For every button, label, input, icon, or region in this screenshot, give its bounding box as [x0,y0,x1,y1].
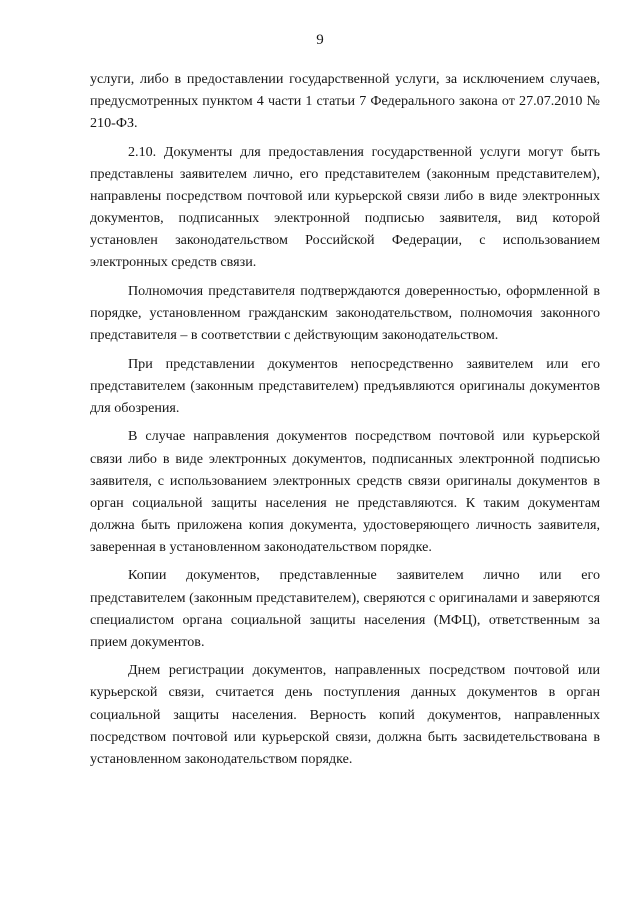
paragraph: При представлении документов непосредственно заявителем или его представителем (законным представителем) предъявляются оригиналы документов для обозрения. [90,355,600,416]
paragraph: 2.10. Документы для предоставления государственной услуги могут быть представлены заявителем лично, его представителем (законным представителем), направлены посредством почтовой или курьерской связи либо в виде электронных документов, подписанных электронной подписью заявителя, вид которой установлен законодательством Российской Федерации, с использованием электронных средств связи. [90,143,600,271]
paragraph: услуги, либо в предоставлении государственной услуги, за исключением случаев, предусмотренных пунктом 4 части 1 статьи 7 Федерального закона от 27.07.2010 № 210-ФЗ. [90,71,600,132]
body-text [90,68,600,770]
paragraph: Полномочия представителя подтверждаются доверенностью, оформленной в порядке, установленном гражданским законодательством, полномочия законного представителя – в соответствии с действующим законодательством. [90,282,600,344]
paragraph: В случае направления документов посредством почтовой или курьерской связи либо в виде электронных документов, подписанных электронной подписью заявителя, с использованием электронных средств связи оригиналы документов в орган социальной защиты населения не представляются. К таким документам должна быть приложена копия документа, удостоверяющего личность заявителя, заверенная в установленном законодательством порядке. [90,428,600,555]
page-number: 9 [316,32,324,48]
paragraph: Копии документов, представленные заявителем лично или его представителем (законным представителем), сверяются с оригиналами и заверяются специалистом органа социальной защиты населения (МФЦ), ответственным за прием документов. [90,567,600,650]
paragraph: Днем регистрации документов, направленных посредством почтовой или курьерской связи, считается день поступления данных документов в орган социальной защиты населения. Верность копий документов, направленных посредством почтовой или курьерской связи, должна быть засвидетельствована в установленном законодательством порядке. [90,662,600,767]
